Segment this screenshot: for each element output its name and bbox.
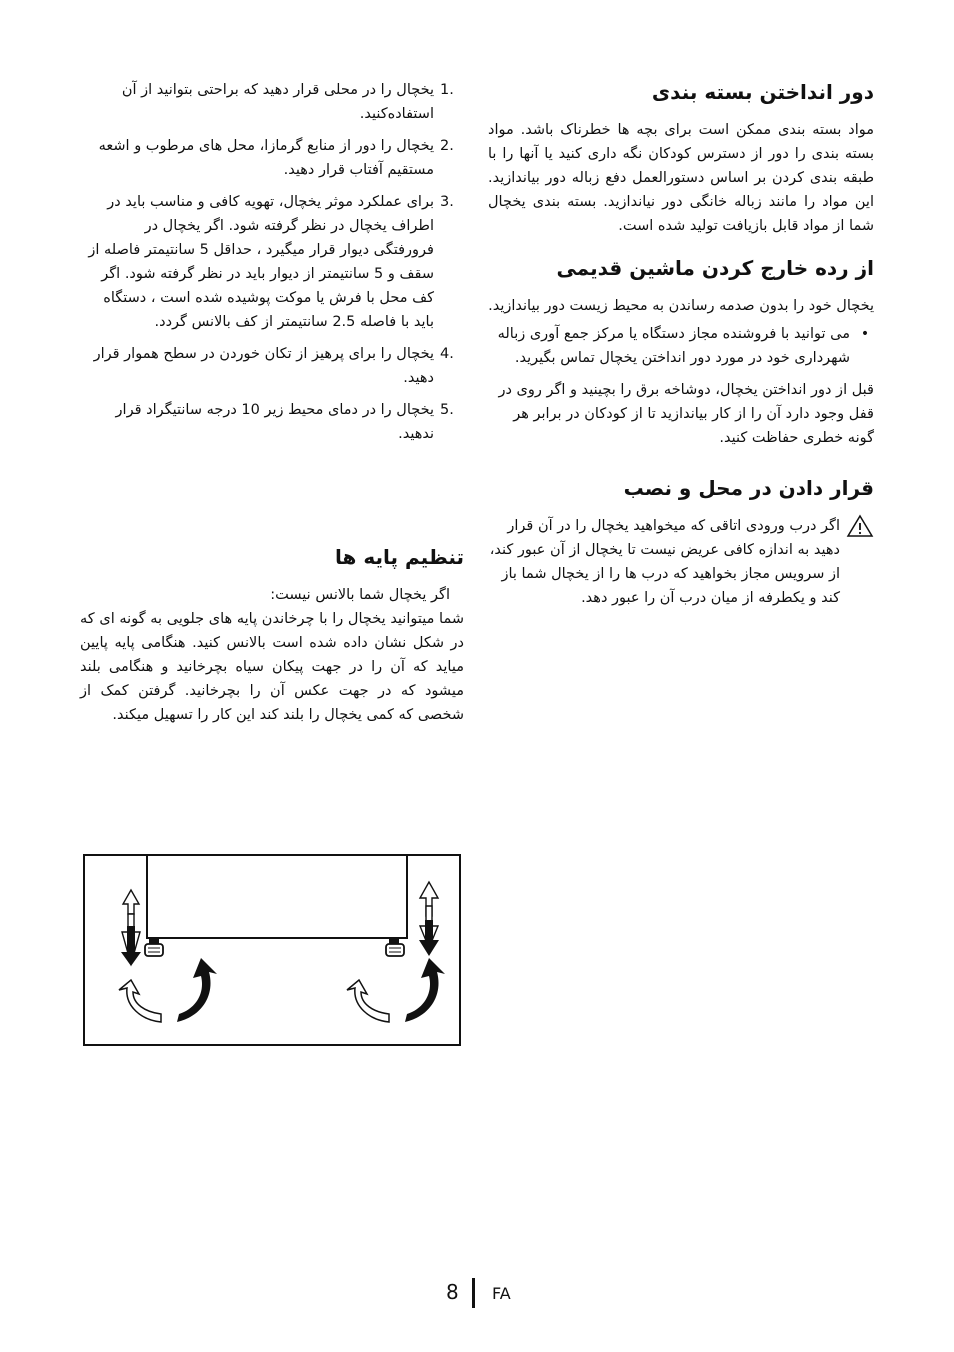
bullet-text: می توانید با فروشنده مجاز دستگاه یا مرکز جمع آوری زباله شهرداری خود در مورد دور انداختن یخچال تماس بگیرید. bbox=[497, 326, 850, 366]
list-text: یخچال را در محلی قرار دهید که براحتی بتوانید از آن استفاده‌کنید. bbox=[121, 82, 434, 122]
right-column bbox=[488, 78, 874, 626]
left-column-list bbox=[80, 78, 464, 454]
section-body: مواد بسته بندی ممکن است برای بچه ها خطرناک باشد. مواد بسته بندی را دور از دسترس کودکان نگه داری کنید یا آنها را با طبقه بندی کردن بر اساس دستورالعمل دفع زباله دور بیاندازید. این مواد را مانند زباله خانگی دور نیاندازید. بسته بندی یخچال شما از مواد قابل بازیافت تولید شده است. bbox=[488, 122, 874, 234]
section-adjusting-feet bbox=[80, 543, 464, 727]
section-packaging-disposal bbox=[488, 78, 874, 238]
list-number: 2. bbox=[440, 138, 454, 154]
list-number: 3. bbox=[440, 194, 454, 210]
warning-note bbox=[488, 514, 874, 610]
foot-icon bbox=[145, 938, 163, 956]
list-item bbox=[80, 190, 464, 334]
feet-adjustment-diagram bbox=[85, 856, 459, 1044]
rotate-ccw-outline-icon bbox=[347, 980, 389, 1022]
section-old-machine-disposal bbox=[488, 254, 874, 450]
section-placement-installation bbox=[488, 474, 874, 610]
list-text: یخچال را دور از منابع گرمازا، محل های مرطوب و اشعه مستقیم آفتاب قرار دهید. bbox=[98, 138, 434, 178]
foot-icon bbox=[386, 938, 404, 956]
language-code: FA bbox=[492, 1284, 511, 1303]
section-body-2: قبل از دور انداختن یخچال، دوشاخه برق را بچینید و اگر روی در قفل وجود دارد آن را از کار بیاندازید تا از کودکان در برابر هر گونه خطری حفاظت کنید. bbox=[498, 382, 874, 446]
bullet-icon: • bbox=[860, 326, 870, 342]
placement-list bbox=[80, 78, 464, 446]
list-number: 4. bbox=[440, 346, 454, 362]
section-title: تنظیم پایه ها bbox=[335, 545, 464, 569]
list-number: 1. bbox=[440, 82, 454, 98]
list-number: 5. bbox=[440, 402, 454, 418]
section-body: شما میتوانید یخچال را با چرخاندن پایه های جلویی به گونه ای که در شکل نشان داده شده است بالانس کنید. هنگامی پایه پایین میاید که آن را در جهت پیکان سیاه بچرخانید و هنگامی بلند میشود که در جهت عکس آن را بچرخانید. گرفتن کمک از شخصی که کمی یخچال را بلند کند این کار را تسهیل میکند. bbox=[80, 611, 464, 723]
warning-text: اگر درب ورودی اتاقی که میخواهید یخچال را در آن قرار دهید به اندازه کافی عریض نیست تا یخچال از آن عبور کند، از سرویس مجاز بخواهید که درب ها را از یخچال شما باز کند و یکطرفه از میان درب آن را عبور دهد. bbox=[489, 518, 840, 606]
rotate-ccw-outline-icon bbox=[119, 980, 161, 1022]
feet-adjustment-figure bbox=[83, 854, 461, 1046]
section-title: از رده خارج کردن ماشین قدیمی bbox=[556, 256, 874, 280]
page-number: 8 bbox=[446, 1280, 459, 1304]
list-item bbox=[80, 398, 464, 446]
section-title: دور انداختن بسته بندی bbox=[651, 80, 874, 104]
footer-divider bbox=[472, 1278, 475, 1308]
section-title: قرار دادن در محل و نصب bbox=[623, 476, 874, 500]
list-item bbox=[80, 134, 464, 182]
page-footer bbox=[0, 1278, 954, 1308]
rotate-cw-filled-icon bbox=[177, 958, 217, 1022]
bullet-item bbox=[488, 322, 874, 370]
list-text: برای عملکرد موثر یخچال، تهویه کافی و مناسب باید در اطراف یخچال در نظر گرفته شود. اگر یخچال در فرورفتگی دیوار قرار میگیرد ، حداقل 5 سانتیمتر فاصله از سقف و 5 سانتیمتر از دیوار باید در نظر گرفته شود. اگر کف محل با فرش یا موکت پوشیده شده است ، دستگاه باید با فاصله 2.5 سانتیمتر از کف بالانس گردد. bbox=[88, 194, 434, 330]
list-item bbox=[80, 342, 464, 390]
warning-icon bbox=[846, 514, 874, 538]
section-body-intro: اگر یخچال شما بالانس نیست: bbox=[270, 587, 450, 603]
rotate-cw-filled-icon bbox=[405, 958, 445, 1022]
section-body: یخچال خود را بدون صدمه رساندن به محیط زیست دور بیاندازید. bbox=[488, 298, 874, 314]
list-text: یخچال را در دمای محیط زیر 10 درجه سانتیگراد قرار ندهید. bbox=[115, 402, 434, 442]
list-text: یخچال را برای پرهیز از تکان خوردن در سطح هموار قرار دهید. bbox=[93, 346, 434, 386]
fridge-outline bbox=[147, 856, 407, 938]
list-item bbox=[80, 78, 464, 126]
